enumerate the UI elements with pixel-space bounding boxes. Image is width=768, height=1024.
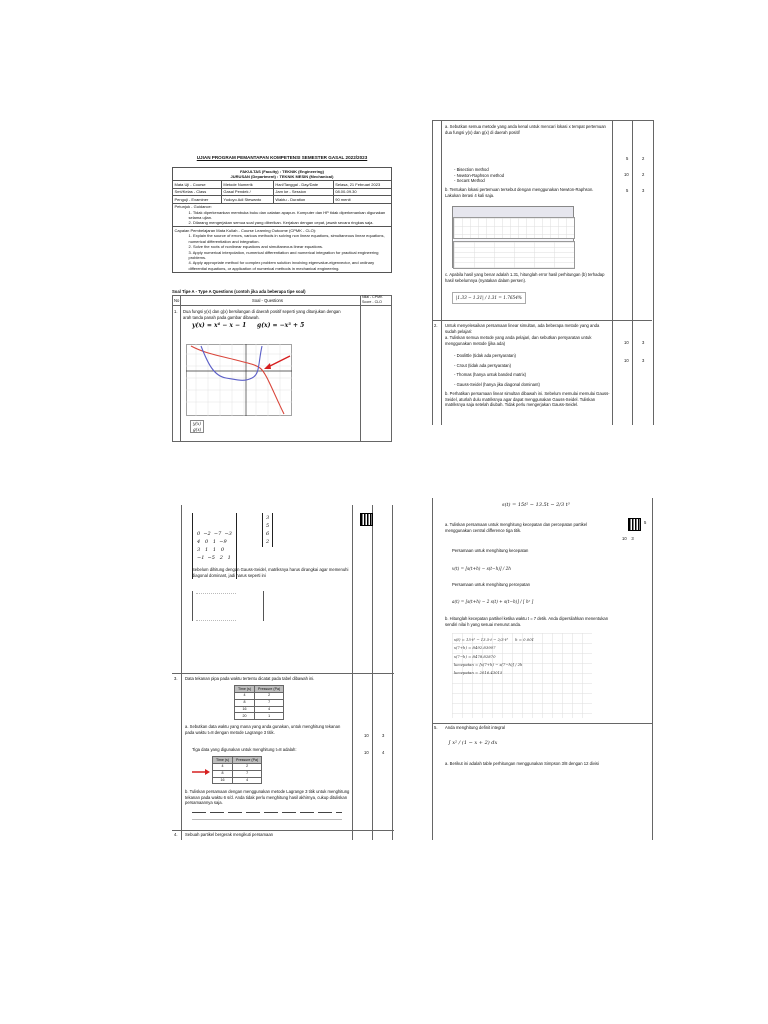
examiner-label: Penguji - Examiner bbox=[173, 196, 222, 204]
work-lines: s(t) = 15·t² − 13.5·t − 2/3·t³ h = 0.001 s(7+h) = 8492.83907 s(7−h) = 8478.82870 kecepatan = [s(7+h) − s(7−h)] / 2h kecepatan = 2016.43015 bbox=[454, 637, 535, 676]
q1-number: 1. bbox=[174, 309, 178, 314]
col-no: No bbox=[174, 298, 180, 303]
q5-integral: ∫ x² / (1 − x + 2) dx bbox=[448, 740, 498, 746]
page-2 bbox=[432, 120, 654, 425]
course-label: Mata Uji - Course bbox=[173, 180, 222, 188]
col-question: Soal - Questions bbox=[252, 298, 283, 303]
class-label: Smt/Kelas - Class bbox=[173, 188, 222, 196]
q2b-clo: 3 bbox=[642, 358, 645, 363]
q2a-score: 10 bbox=[624, 340, 629, 345]
date-value: Selasa, 21 Februari 2023 bbox=[333, 180, 391, 188]
session-value: 08.00-09.30 bbox=[333, 188, 391, 196]
course-value: Metode Numerik bbox=[221, 180, 273, 188]
q2a-clo: 3 bbox=[642, 340, 645, 345]
q3-number: 3. bbox=[174, 676, 178, 681]
matrix-reordered bbox=[192, 591, 264, 621]
q1-equation-y: y(x) = x⁴ − x − 1 bbox=[192, 322, 247, 329]
page-3 bbox=[172, 505, 394, 840]
function-plot bbox=[186, 344, 292, 416]
q1b-clo-1: 2 bbox=[642, 172, 645, 177]
q3b-clo: 4 bbox=[382, 750, 385, 755]
col-score: Nilai - CPMK Score - CLO bbox=[362, 295, 383, 304]
faculty: FAKULTAS (Faculty) : TEKNIK (Engineering) JURUSAN (Department) : TEKNIK MESIN (Mechanical) bbox=[173, 168, 392, 181]
arrow-icon bbox=[192, 769, 210, 775]
velocity-equation: v(t) = [s(t+h) − s(t−h)] / 2h bbox=[452, 566, 511, 571]
q4-text: Sebuah partikel bergerak mengikuti persamaan bbox=[185, 832, 273, 837]
qr-code-icon bbox=[360, 513, 373, 526]
newton-raphson-sheet bbox=[452, 206, 574, 268]
q3a-clo: 3 bbox=[382, 733, 385, 738]
q1-text: Dua fungsi y(x) dan g(x) bersilangan di daerah positif seperti yang ditunjukan dengan arah tanda panah pada gambar dibawah. bbox=[183, 309, 341, 320]
q3a-text: a. Sebutkan data waktu yang mana yang anda gunakan, untuk menghitung tekanan pada waktu t=8 dengan metode Lagrange 3 titik. bbox=[185, 724, 341, 735]
pressure-table: Time (s) Pressure (Pa) 4 2 8 7 16 4 20 1 bbox=[234, 685, 284, 720]
clo-list: Capaian Pembelajaran Mata Kuliah - Course Learning Outcome (CPMK - CLO): 1. Explain the source of errors, various methods in solving non linear equations, simultaneous linear equations, numerical differentiation and integration. 2. Solve the roots of nonlinear equations and simultaneous linear equations. 3. Apply numerical interpolation, numerical differentiation and numerical integration for practical engineering problems. 4. Apply appropriate method for complex problem solution involving eigenvalue-eigenvector, and ordinary differential equations, or application of numerical methods in mechanical engineering. bbox=[173, 227, 392, 272]
q4b-text: b. Hitunglah kecepatan partikel ketika waktu t = 7 detik. Anda dipersilahkan menentukan sendiri nilai h yang sesuai menurut anda. bbox=[445, 616, 609, 627]
velocity-label: Persamaan untuk menghitung kecepatan bbox=[452, 548, 529, 553]
q2b-score: 10 bbox=[624, 358, 629, 363]
q1b-score-2: 5 bbox=[626, 188, 629, 193]
q3a-score: 10 bbox=[364, 733, 369, 738]
exam-title: UJIAN PROGRAM PEMANTAPAN KOMPETENSI SEMESTER GASAL 2022/2023 bbox=[196, 155, 368, 160]
q4a-text: a. Tuliskan persamaan untuk menghitung kecepatan dan percepatan partikel menggunakan central difference tiga titik. bbox=[445, 522, 588, 533]
q4a-score: 5 bbox=[644, 520, 647, 525]
q2-number: 2. bbox=[434, 323, 438, 328]
class-value: Gasal Pendek / bbox=[221, 188, 273, 196]
q2-methods: - Doolittle (tidak ada persyaratan) - Crout (tidak ada persyaratan) - Thomas (hanya untuk banded matrix) - Gauss-Seidel (hanya jika diagonal dominant) bbox=[454, 353, 540, 387]
duration-value: 90 menit bbox=[333, 196, 391, 204]
q1a-score: 5 bbox=[626, 156, 629, 161]
examiner-value: Yudoyo Adi Stewanto bbox=[221, 196, 273, 204]
session-label: Jam ke - Session bbox=[273, 188, 333, 196]
q5-number: 5. bbox=[434, 725, 438, 730]
error-formula: |1.33 − 1.31| / 1.31 = 1.7654% bbox=[452, 292, 526, 304]
q2a-text: a. Tuliskan semua metode yang anda pelajari, dan sebutkan persyaratan untuk menggunakan metode (jika ada) bbox=[445, 335, 592, 346]
q5a-text: a. Berikut ini adalah table perhitungan menggunakan Simpson 3/8 dengan 12 divisi bbox=[445, 761, 599, 766]
page-4 bbox=[432, 498, 654, 840]
q5-text: Anda menghitung definit integral bbox=[445, 725, 506, 730]
q4-scores: 10 3 bbox=[622, 536, 634, 541]
header-table bbox=[172, 167, 392, 273]
q3-text: Data tekanan pipa pada waktu tertentu dicatat pada tabel dibawah ini. bbox=[185, 676, 315, 681]
q1c-text: c. Apabila hasil yang benar adalah 1.31, hitunglah error hasil perhitungan (b) terhadap hasil sebelumnya (nyatakan dalam persen). bbox=[445, 272, 605, 283]
q1b-text: b. Tentukan lokasi pertemuan tersebut dengan menggunakan Newton-Raphson. Lakukan iterasi 4 kali saja. bbox=[445, 187, 594, 198]
q3a-answer: Tiga data yang digunakan untuk menghitung t=8 adalah: bbox=[192, 747, 297, 752]
q3b-text: b. Tuliskan persamaan dengan menggunakan metode Lagrange 3 titik untuk menghitung tekanan pada waktu 6 s/d. Anda tidak perlu menghitung hasil akhirnya, cukup dituliskan persamaannya saja. bbox=[185, 789, 350, 806]
section-title: Soal Tipe A - Type A Questions (contoh jika ada beberapa tipe soal) bbox=[172, 289, 306, 294]
selected-data-table: Time (s) Pressure (Pa) 4 2 8 7 16 4 bbox=[212, 756, 262, 784]
page-1 bbox=[172, 150, 392, 442]
q1b-clo-2: 3 bbox=[642, 188, 645, 193]
q1b-score-1: 10 bbox=[624, 172, 629, 177]
matrix-rhs: 3 5 6 2 bbox=[262, 513, 273, 547]
q2-text: Untuk menyelesaikan persamaan linear simultan, ada beberapa metode yang anda sudah pelajari: bbox=[445, 323, 600, 334]
methods-list: - Bisection method - Newton-Raphson method - Secant Method bbox=[454, 167, 505, 184]
explain-text: Sebelum dihitung dengan Gauss-Seidel, matriksnya harus dirangkai agar memenuhi diagonal dominant, jadi harus seperti ini bbox=[192, 567, 349, 578]
q4-number: 4. bbox=[174, 832, 178, 837]
acceleration-equation: a(t) = [s(t+h) − 2 s(t) + s(t−h)] / [ h² ] bbox=[452, 599, 534, 604]
guidance: Petunjuk - Guidance: 1. Tidak diperkenankan membuka buku dan catatan apapun. Komputer dan HP tidak diperkenankan digunakan selama ujian. 2. Dilarang mengerjakan semua soal yang diberikan. Kerjakan dengan cepat, jawab secara ringkas saja. bbox=[173, 203, 392, 227]
acceleration-label: Persamaan untuk menghitung percepatan bbox=[452, 582, 530, 587]
duration-label: Waktu - Duration bbox=[273, 196, 333, 204]
qr-code-icon bbox=[628, 518, 641, 531]
q2b-text: b. Perhatikan persamaan linear simultan dibawah ini. Sebelum memulai memulai Gauss-Seidel, aturlah dulu matriksnya agar dapat menggunakan Gauss-Seidel. Tuliskan matriksnya saja setelah diubah. Tidak perlu mengerjakan Gauss-Seidel. bbox=[445, 391, 610, 408]
q1a-text: a. Sebutkan semua metode yang anda kenal untuk mencari lokasi x tempat pertemuan dua fungsi y(x) dan g(x) di daerah positif bbox=[445, 124, 606, 135]
q1a-clo: 2 bbox=[642, 156, 645, 161]
q3b-score: 10 bbox=[364, 750, 369, 755]
legend: y(x) g(x) bbox=[190, 420, 204, 433]
q1-equation-g: g(x) = −x³ + 5 bbox=[257, 322, 305, 329]
motion-equation: s(t) = 15t² − 13.5t − 2/3 t³ bbox=[502, 502, 570, 508]
matrix-original: 0 −2 −7 −3 4 0 1 −9 3 1 1 0 −1 −5 2 1 bbox=[192, 513, 237, 579]
lagrange-equation bbox=[192, 807, 342, 820]
date-label: Hari/Tanggal - Day/Date bbox=[273, 180, 333, 188]
